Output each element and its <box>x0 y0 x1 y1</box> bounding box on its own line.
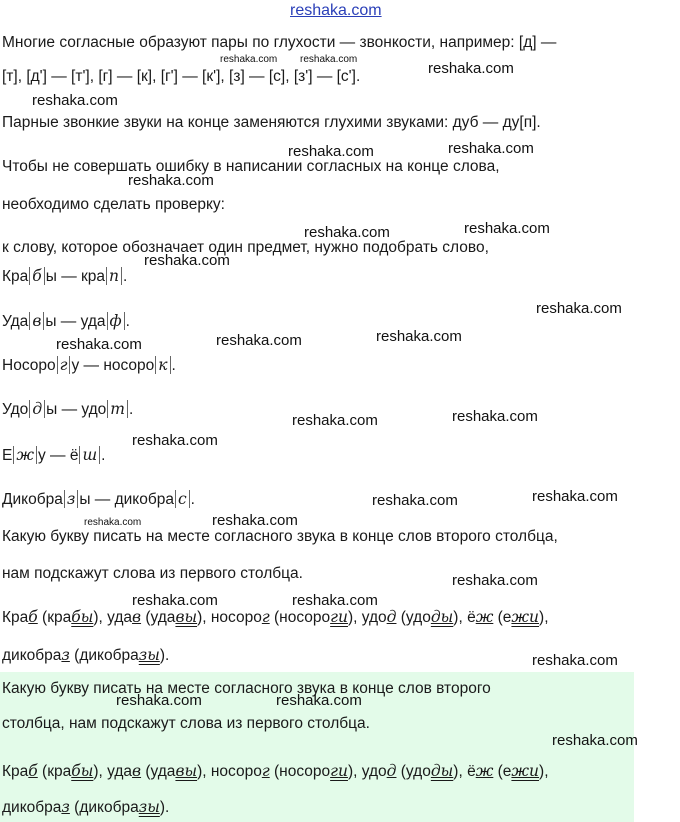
watermark: reshaka.com <box>116 692 202 709</box>
check-ending: зы <box>138 798 160 816</box>
final-letter: б <box>28 762 38 780</box>
answer-line1: Краб (крабы), удав (удавы), носорог (носороги), удод (удоды), ёж (ежи), <box>2 608 549 626</box>
watermark: reshaka.com <box>552 732 638 749</box>
watermark: reshaka.com <box>452 572 538 589</box>
final-letter: б <box>28 608 38 626</box>
pair-middle: у — ё <box>37 447 79 464</box>
voiced-letter: г <box>57 356 71 374</box>
pair-middle: ы — уда <box>45 313 106 330</box>
watermark: reshaka.com <box>532 488 618 505</box>
voiceless-letter: ф <box>107 312 125 330</box>
voiced-letter: в <box>29 312 44 330</box>
watermark: reshaka.com <box>304 224 390 241</box>
voiced-letter: ж <box>13 446 37 464</box>
answer-box-question-line1: Какую букву писать на месте согласного звука в конце слов второго <box>2 680 491 697</box>
final-letter: г <box>261 762 270 780</box>
watermark: reshaka.com <box>532 652 618 669</box>
final-letter: ж <box>475 762 494 780</box>
voiceless-letter: с <box>175 490 190 508</box>
check-ending: жи <box>511 608 540 626</box>
pair-stem: Уда <box>2 313 29 330</box>
word-pair: Носоро г у — носоро к . <box>2 356 176 374</box>
watermark: reshaka.com <box>300 54 358 65</box>
watermark: reshaka.com <box>220 54 278 65</box>
paragraph-pairs-line2: [т], [д'] — [т'], [г] — [к], [г'] — [к'], [з] — [с], [з'] — [с']. <box>2 68 361 85</box>
watermark: reshaka.com <box>84 517 142 528</box>
watermark: reshaka.com <box>132 432 218 449</box>
question-line1: Какую букву писать на месте согласного звука в конце слов второго столбца, <box>2 528 558 545</box>
voiced-letter: д <box>29 400 45 418</box>
watermark: reshaka.com <box>292 412 378 429</box>
pair-middle: ы — удо <box>46 401 107 418</box>
check-ending: ды <box>430 762 454 780</box>
site-header-link[interactable]: reshaka.com <box>290 2 382 19</box>
pair-stem: Удо <box>2 401 29 418</box>
watermark: reshaka.com <box>464 220 550 237</box>
watermark: reshaka.com <box>452 408 538 425</box>
answer-box-question-line2: столбца, нам подскажут слова из первого столбца. <box>2 715 370 732</box>
check-ending: ды <box>430 608 454 626</box>
pair-stem: Носоро <box>2 357 56 374</box>
watermark: reshaka.com <box>212 512 298 529</box>
pair-stem: Е <box>2 447 13 464</box>
watermark: reshaka.com <box>56 336 142 353</box>
check-ending: ги <box>330 608 348 626</box>
word-pair: Кра б ы — кра п . <box>2 267 128 285</box>
watermark: reshaka.com <box>144 252 230 269</box>
final-letter: г <box>261 608 270 626</box>
watermark: reshaka.com <box>216 332 302 349</box>
final-letter: з <box>61 798 70 816</box>
final-letter: д <box>386 762 397 780</box>
pair-middle: ы — дикобра <box>79 491 174 508</box>
question-line2: нам подскажут слова из первого столбца. <box>2 565 303 582</box>
final-letter: з <box>61 646 70 664</box>
paragraph-instruction: к слову, которое обозначает один предмет, нужно подобрать слово, <box>2 239 489 256</box>
watermark: reshaka.com <box>32 92 118 109</box>
pair-middle: у — носоро <box>71 357 155 374</box>
check-ending: бы <box>71 608 94 626</box>
answer-box-line2: дикобраз (дикобразы). <box>2 798 170 816</box>
pair-middle: ы — кра <box>45 268 106 285</box>
watermark: reshaka.com <box>376 328 462 345</box>
voiceless-letter: т <box>107 400 128 418</box>
watermark: reshaka.com <box>128 172 214 189</box>
pair-stem: Кра <box>2 268 29 285</box>
word-pair: Удо д ы — удо т . <box>2 400 134 418</box>
paragraph-pairs-line1: Многие согласные образуют пары по глухости — звонкости, например: [д] — <box>2 34 557 51</box>
word-pair: Уда в ы — уда ф . <box>2 312 130 330</box>
check-ending: вы <box>175 608 198 626</box>
voiceless-letter: ш <box>79 446 100 464</box>
voiceless-letter: к <box>155 356 170 374</box>
paragraph-check-line1: Чтобы не совершать ошибку в написании согласных на конце слова, <box>2 158 500 175</box>
watermark: reshaka.com <box>372 492 458 509</box>
check-ending: бы <box>71 762 94 780</box>
check-ending: жи <box>511 762 540 780</box>
watermark: reshaka.com <box>448 140 534 157</box>
check-ending: зы <box>138 646 160 664</box>
final-letter: в <box>132 762 142 780</box>
watermark: reshaka.com <box>288 143 374 160</box>
paragraph-check-line2: необходимо сделать проверку: <box>2 196 225 213</box>
answer-box-line1: Краб (крабы), удав (удавы), носорог (носороги), удод (удоды), ёж (ежи), <box>2 762 549 780</box>
check-ending: ги <box>330 762 348 780</box>
word-pair: Дикобра з ы — дикобра с . <box>2 490 195 508</box>
answer-line2: дикобраз (дикобразы). <box>2 646 170 664</box>
voiced-letter: з <box>64 490 78 508</box>
watermark: reshaka.com <box>292 592 378 609</box>
voiceless-letter: п <box>106 267 122 285</box>
final-letter: д <box>386 608 397 626</box>
voiced-letter: б <box>29 267 44 285</box>
final-letter: ж <box>475 608 494 626</box>
pair-stem: Дикобра <box>2 491 63 508</box>
word-pair: Е ж у — ё ш . <box>2 446 106 464</box>
watermark: reshaka.com <box>132 592 218 609</box>
final-letter: в <box>132 608 142 626</box>
check-ending: вы <box>175 762 198 780</box>
paragraph-rule: Парные звонкие звуки на конце заменяются глухими звуками: дуб — ду[п]. <box>2 114 541 131</box>
watermark: reshaka.com <box>428 60 514 77</box>
watermark: reshaka.com <box>276 692 362 709</box>
watermark: reshaka.com <box>536 300 622 317</box>
